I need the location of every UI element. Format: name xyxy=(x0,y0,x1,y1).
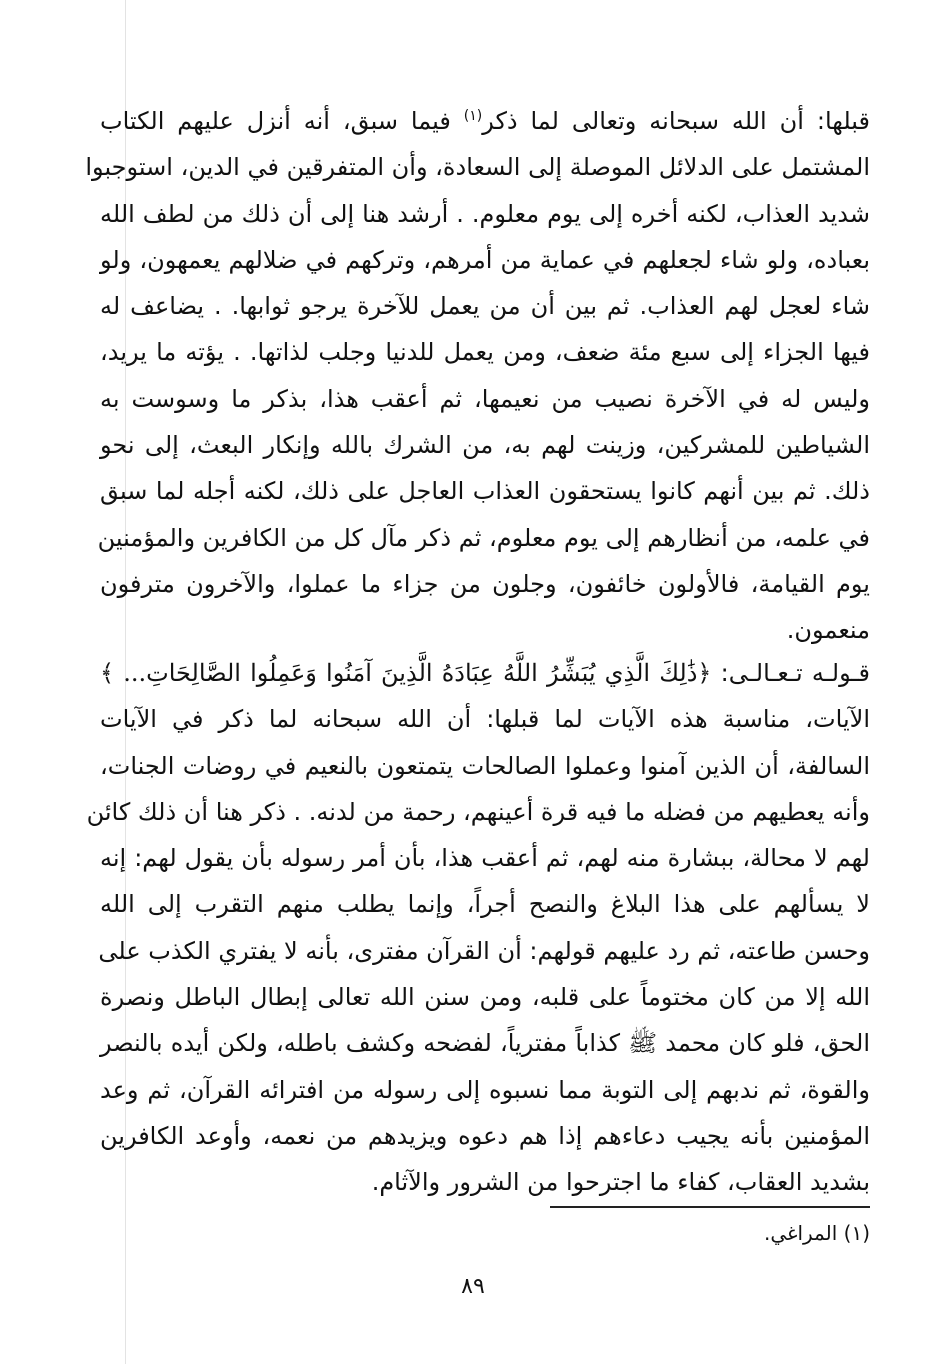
footnote-marker: (١) xyxy=(843,1221,870,1245)
paragraph-1-line-10: في علمه، من أنظارهم إلى يوم معلوم، ثم ذكر مآل كل من الكافرين والمؤمنين xyxy=(97,523,870,552)
footnote-divider xyxy=(550,1206,870,1208)
paragraph-1-line-2: المشتمل على الدلائل الموصلة إلى السعادة، وأن المتفرقين في الدين، استوجبوا xyxy=(85,153,870,182)
paragraph-2 xyxy=(86,650,870,1206)
paragraph-2-line-5: لهم لا محالة، ببشارة منه لهم، ثم أعقب هذا، بأن أمر رسوله بأن يقول لهم: إنه xyxy=(100,844,870,873)
paragraph-2-line-10: والقوة، ثم ندبهم إلى التوبة مما نسبوه إلى رسوله من افترائه القرآن، ثم وعد xyxy=(100,1075,870,1104)
footnote-text: المراغي. xyxy=(763,1221,838,1245)
paragraph-1-line-1: قبلها: أن الله سبحانه وتعالى لما ذكر$^{(١)}$ فيما سبق، أنه أنزل عليهم الكتاب xyxy=(100,107,870,135)
paragraph-1-line-3: شديد العذاب، لكنه أخره إلى يوم معلوم. . أرشد هنا إلى أن ذلك من لطف الله xyxy=(100,199,870,228)
footnote xyxy=(764,1218,870,1248)
paragraph-2-verse-line xyxy=(100,650,870,696)
paragraph-2-line-11: المؤمنين بأنه يجيب دعاءهم إذا هم دعوه ويزيدهم من نعمه، وأوعد الكافرين xyxy=(100,1121,870,1150)
paragraph-2-line-6: لا يسألهم على هذا البلاغ والنصح أجراً، وإنما يطلب منهم التقرب إلى الله xyxy=(100,890,870,919)
paragraph-2-line-12: بشديد العقاب، كفاء ما اجترحوا من الشرور والآثام. xyxy=(371,1168,870,1197)
quran-verse: ﴿ذَٰلِكَ الَّذِي يُبَشِّرُ اللَّهُ عِبَادَهُ الَّذِينَ آمَنُوا وَعَمِلُوا الصَّالِحَاتِ... ﴾ xyxy=(100,659,712,687)
paragraph-1-line-12: منعمون. xyxy=(786,616,870,645)
paragraph-1 xyxy=(85,98,870,654)
paragraph-1-line-7: وليس له في الآخرة نصيب من نعيمها، ثم أعقب هذا، بذكر ما وسوست به xyxy=(100,384,870,413)
paragraph-2-line-4: وأنه يعطيهم من فضله ما فيه قرة أعينهم، رحمة من لدنه. . ذكر هنا أن ذلك كائن xyxy=(86,797,870,826)
paragraph-1-line-4: بعباده، ولو شاء لجعلهم في عماية من أمرهم، وتركهم في ضلالهم يعمهون، ولو xyxy=(100,245,870,274)
page-number: ٨٩ xyxy=(461,1274,485,1299)
paragraph-1-line-6: فيها الجزاء إلى سبع مئة ضعف، ومن يعمل للدنيا وجلب لذاتها. . يؤته ما يريد، xyxy=(100,338,870,367)
footnote-reference-marker: (١) xyxy=(463,108,483,124)
paragraph-1-line-11: يوم القيامة، فالأولون خائفون، وجلون من جزاء ما عملوا، والآخرون مترفون xyxy=(100,569,870,598)
paragraph-2-line-3: السالفة، أن الذين آمنوا وعملوا الصالحات يتمتعون بالنعيم في روضات الجنات، xyxy=(100,751,870,780)
paragraph-2-line-7: وحسن طاعته، ثم رد عليهم قولهم: أن القرآن مفترى، بأنه لا يفتري الكذب على xyxy=(98,936,870,965)
paragraph-2-line-9: الحق، فلو كان محمد ﷺ كذاباً مفترياً، لفضحه وكشف باطله، ولكن أيده بالنصر xyxy=(100,1029,870,1058)
paragraph-2-line-2: الآيات، مناسبة هذه الآيات لما قبلها: أن الله سبحانه لما ذكر في الآيات xyxy=(100,705,870,734)
paragraph-1-line-5: شاء لعجل لهم العذاب. ثم بين أن من يعمل للآخرة يرجو ثوابها. . يضاعف له xyxy=(100,292,870,321)
paragraph-1-line-9: ذلك. ثم بين أنهم كانوا يستحقون العذاب العاجل على ذلك، لكنه أجله لما سبق xyxy=(100,477,870,506)
paragraph-2-line-8: الله إلا من كان مختوماً على قلبه، ومن سنن الله تعالى إبطال الباطل ونصرة xyxy=(100,983,870,1012)
verse-intro: قـولـه تـعـالـى: xyxy=(711,659,870,687)
paragraph-1-line-8: الشياطين للمشركين، وزينت لهم به، من الشرك بالله وإنكار البعث، إلى نحو xyxy=(100,431,870,460)
